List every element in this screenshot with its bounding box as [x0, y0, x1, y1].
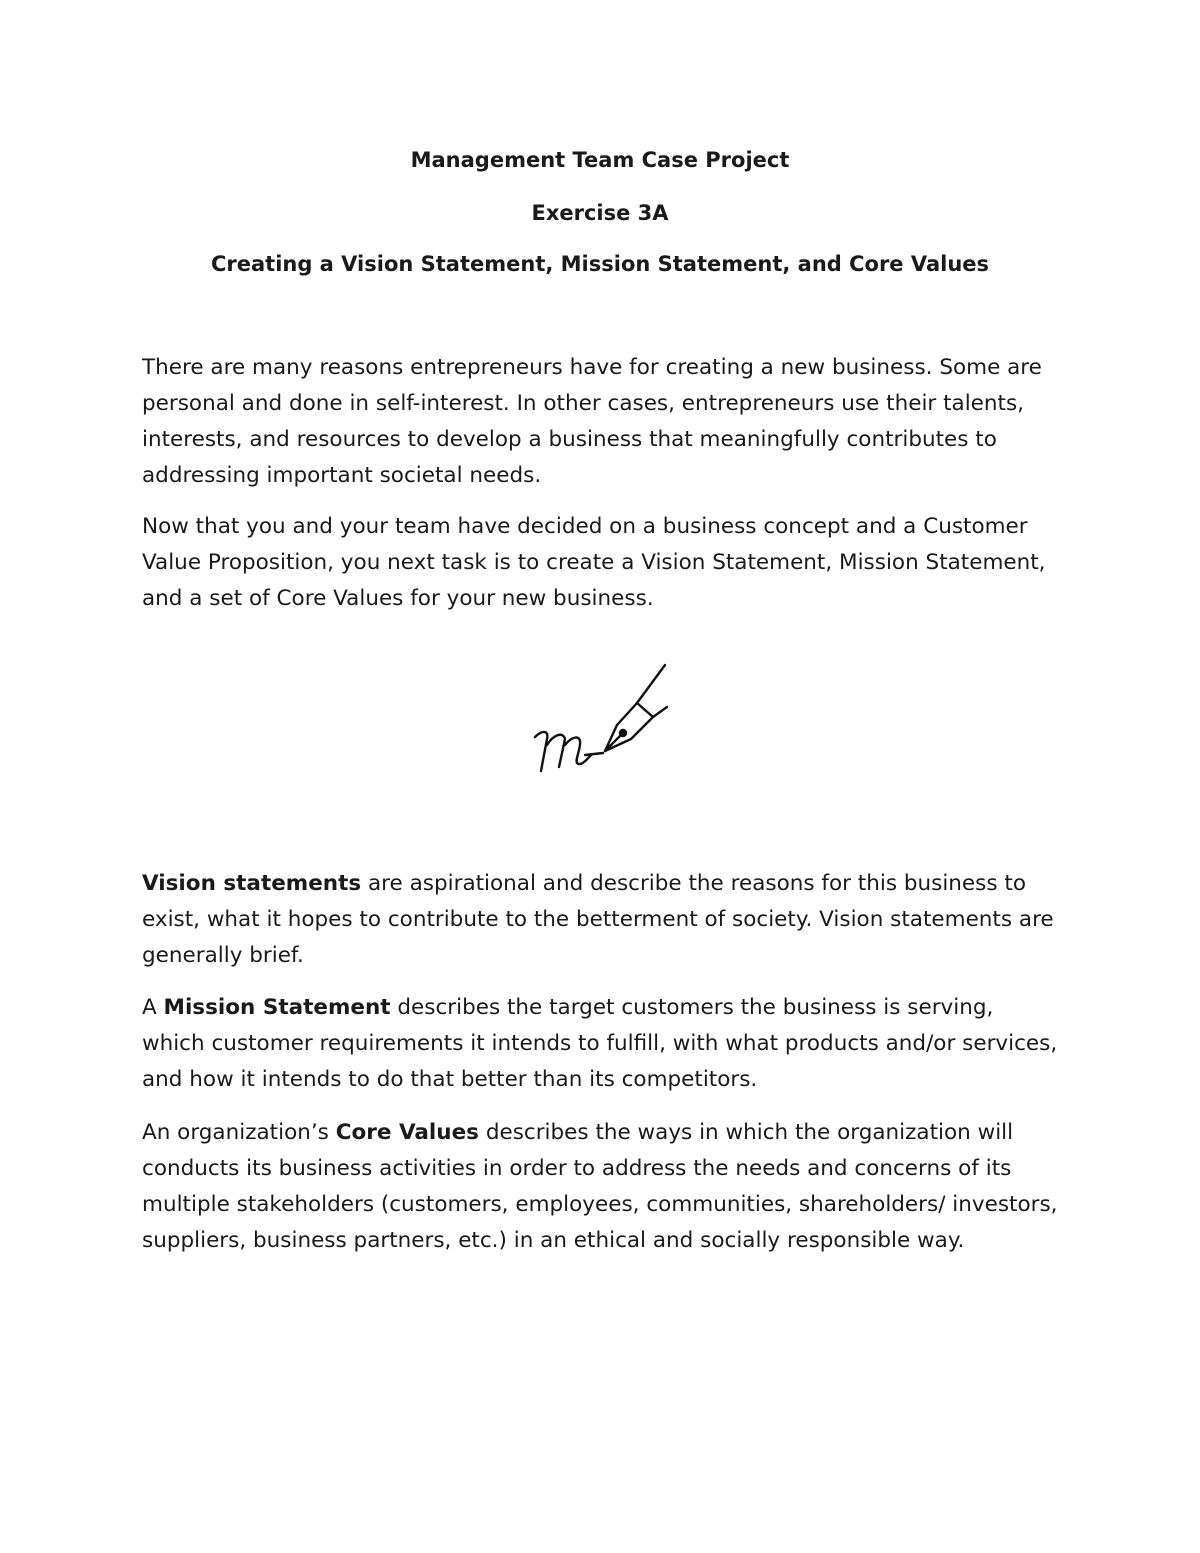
- exercise-label: Exercise 3A: [531, 201, 669, 225]
- intro-paragraph-2: Now that you and your team have decided on a business concept and a Customer Value Proposition, you next task is to create a Vision Statement, Mission Statement, and a set of Core Values for your new business.: [142, 514, 1046, 611]
- core-values-prefix: An organization’s: [142, 1120, 336, 1145]
- vision-term: Vision statements: [142, 871, 362, 896]
- core-values-term: Core Values: [335, 1120, 479, 1145]
- vision-statement-definition: [142, 866, 1062, 974]
- core-values-definition: [142, 1115, 1062, 1259]
- pen-signature-icon: [525, 655, 685, 785]
- core-values-text: describes the ways in which the organization will conducts its business activities in order to address the needs and concerns of its multiple stakeholders (customers, employees, communities, shareholders/ investors, suppliers, business partners, etc.) in an ethical and socially responsible way.: [142, 1120, 1058, 1253]
- document-subtitle: Creating a Vision Statement, Mission Statement, and Core Values: [210, 252, 990, 276]
- mission-statement-definition: [142, 990, 1062, 1098]
- mission-prefix: A: [142, 995, 164, 1020]
- mission-term: Mission Statement: [163, 995, 391, 1020]
- document-title: Management Team Case Project: [410, 148, 790, 172]
- intro-paragraph-1: There are many reasons entrepreneurs have for creating a new business. Some are personal and done in self-interest. In other cases, entrepreneurs use their talents, interests, and resources to develop a business that meaningfully contributes to addressing important societal needs.: [142, 355, 1042, 488]
- mission-text: describes the target customers the business is serving, which customer requirements it intends to fulfill, with what products and/or services, and how it intends to do that better than its competitors.: [142, 995, 1058, 1092]
- vision-text: are aspirational and describe the reasons for this business to exist, what it hopes to contribute to the betterment of society. Vision statements are generally brief.: [142, 871, 1054, 968]
